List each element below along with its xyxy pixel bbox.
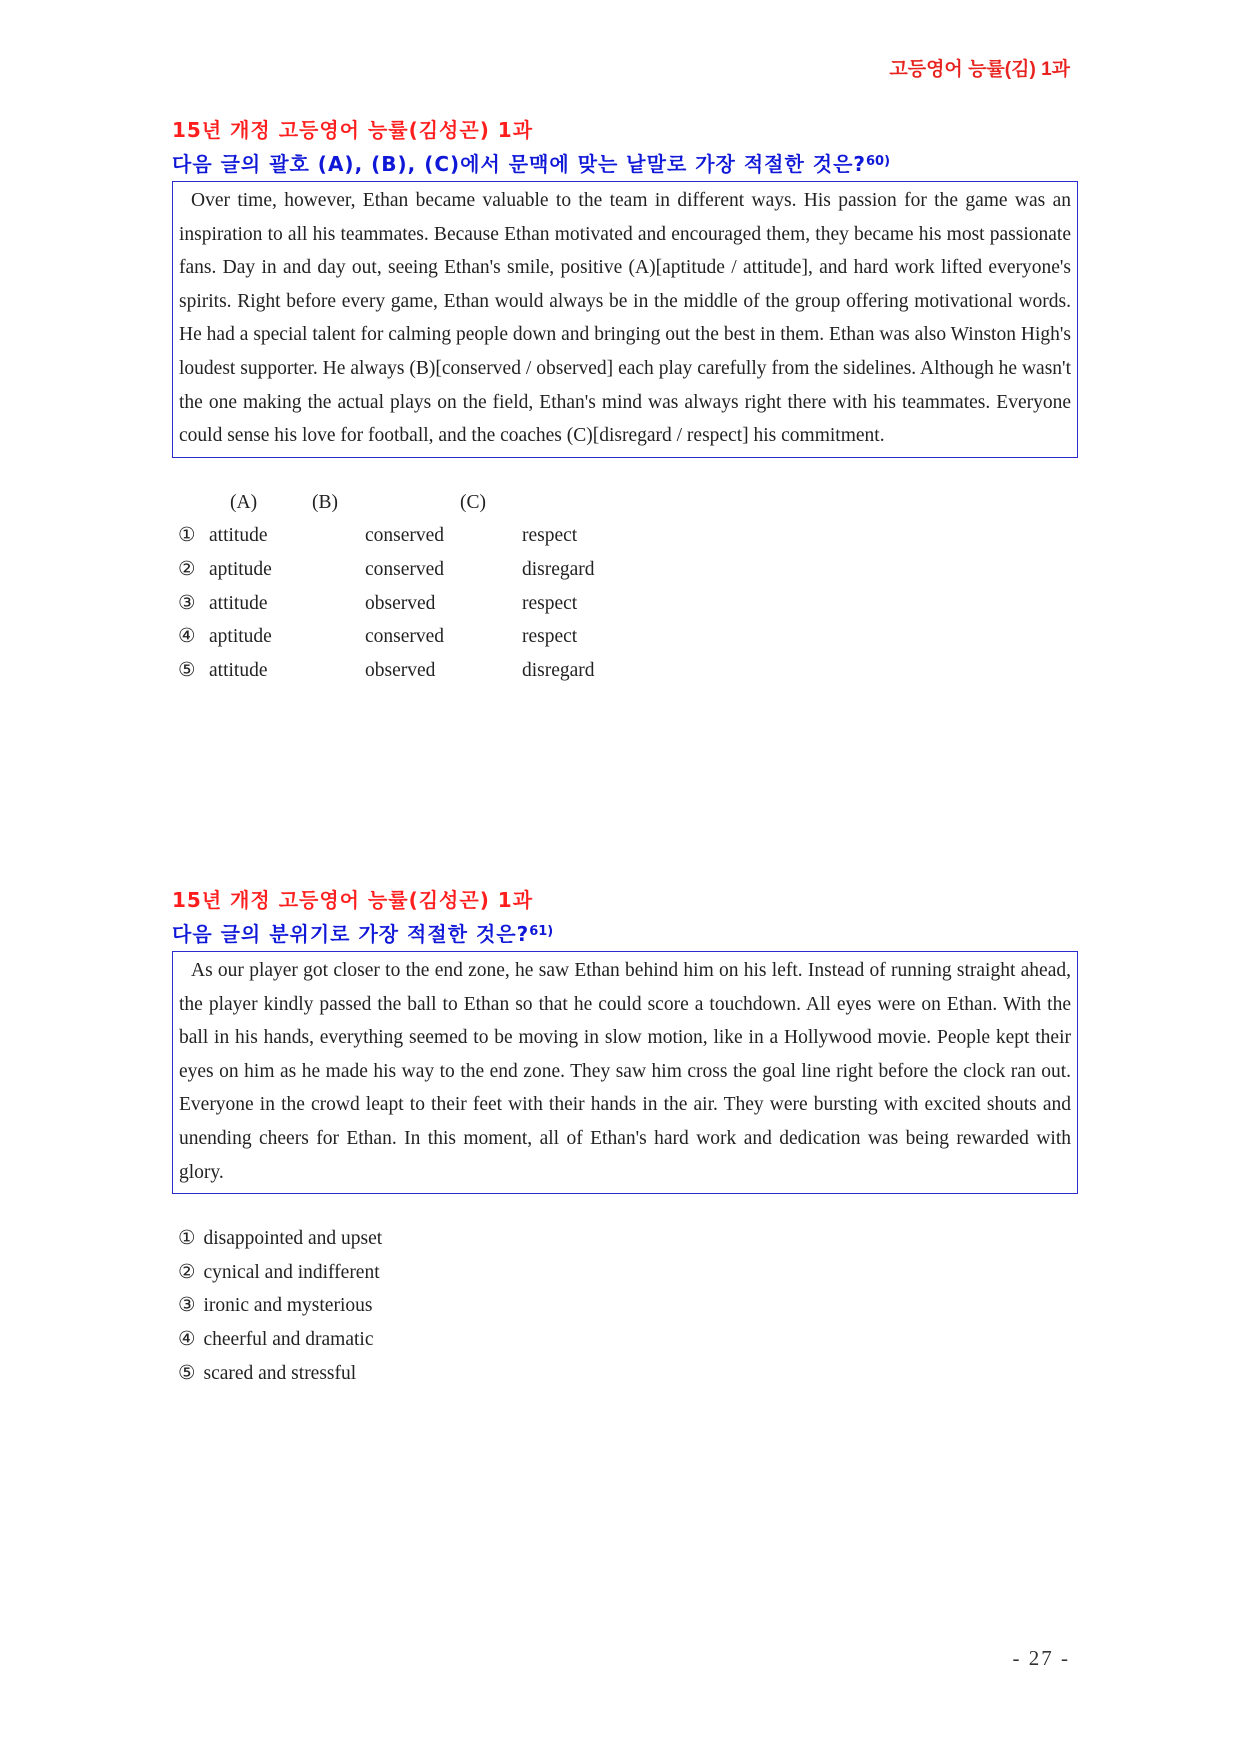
header-tag: 고등영어 능률(김) 1과 <box>889 59 1070 80</box>
choice-4[interactable] <box>172 1323 1078 1357</box>
choice-number: ③ <box>178 592 196 614</box>
page-number: - 27 - <box>1012 1646 1070 1670</box>
choice-3[interactable] <box>172 1289 1078 1323</box>
prompt-text: 다음 글의 괄호 (A), (B), (C)에서 문맥에 맞는 낱말로 가장 적절한 것은? <box>172 152 866 176</box>
choice-a: aptitude <box>209 626 272 648</box>
choice-number: ① <box>178 1228 196 1250</box>
choice-number: ⑤ <box>178 1362 196 1384</box>
choice-b: observed <box>365 592 436 614</box>
answer-choices <box>172 486 1078 688</box>
question-1 <box>172 114 1078 687</box>
choice-a: attitude <box>209 592 268 614</box>
choice-c: respect <box>522 592 578 614</box>
choice-5[interactable] <box>172 654 1078 688</box>
choice-c: disregard <box>522 659 595 681</box>
question-prompt <box>172 916 1078 950</box>
choice-b: conserved <box>365 525 445 547</box>
choice-a: attitude <box>209 525 268 547</box>
column-headers <box>172 486 1078 520</box>
answer-choices <box>172 1222 1078 1390</box>
choice-number: ④ <box>178 626 196 648</box>
footnote-marker: 61) <box>529 924 554 939</box>
choice-text: disappointed and upset <box>203 1228 383 1250</box>
choice-number: ② <box>178 1261 196 1283</box>
choice-b: conserved <box>365 626 445 648</box>
question-title: 15년 개정 고등영어 능률(김성곤) 1과 <box>172 118 534 142</box>
choice-number: ⑤ <box>178 659 196 681</box>
choice-3[interactable] <box>172 587 1078 621</box>
choice-c: respect <box>522 525 578 547</box>
passage-box <box>172 181 1078 458</box>
choice-text: cheerful and dramatic <box>203 1328 374 1350</box>
choice-1[interactable] <box>172 519 1078 553</box>
column-header-c: (C) <box>460 491 486 513</box>
choice-4[interactable] <box>172 620 1078 654</box>
choice-text: ironic and mysterious <box>203 1295 373 1317</box>
choice-text: scared and stressful <box>203 1362 357 1384</box>
choice-a: aptitude <box>209 558 272 580</box>
choice-c: respect <box>522 626 578 648</box>
question-prompt <box>172 146 1078 180</box>
choice-number: ② <box>178 558 196 580</box>
choice-b: observed <box>365 659 436 681</box>
choice-number: ① <box>178 525 196 547</box>
question-2 <box>172 884 1078 1390</box>
choice-5[interactable] <box>172 1357 1078 1391</box>
prompt-text: 다음 글의 분위기로 가장 적절한 것은? <box>172 922 530 946</box>
column-header-a: (A) <box>230 491 258 513</box>
choice-number: ③ <box>178 1295 196 1317</box>
choice-text: cynical and indifferent <box>203 1261 380 1283</box>
passage-text: Over time, however, Ethan became valuable to the team in different ways. His passion for the game was an inspiration to all his teammates. Because Ethan motivated and encouraged them, they became his most passionate fans. Day in and day out, seeing Ethan's smile, positive (A)[aptitude / attitude], and hard work lifted everyone's spirits. Right before every game, Ethan would always be in the middle of the group offering motivational words. He had a special talent for calming people down and bringing out the best in them. Ethan was also Winston High's loudest supporter. He always (B)[conserved / observed] each play carefully from the sidelines. Although he wasn't the one making the actual plays on the field, Ethan's mind was always right there with his teammates. Everyone could sense his love for football, and the coaches (C)[disregard / respect] his commitment. <box>179 190 1071 447</box>
choice-b: conserved <box>365 558 445 580</box>
column-header-b: (B) <box>312 491 338 513</box>
choice-number: ④ <box>178 1328 196 1350</box>
choice-a: attitude <box>209 659 268 681</box>
passage-text: As our player got closer to the end zone, he saw Ethan behind him on his left. Instead of running straight ahead, the player kindly passed the ball to Ethan so that he could score a touchdown. All eyes were on Ethan. With the ball in his hands, everything seemed to be moving in slow motion, like in a Hollywood movie. People kept their eyes on him as he made his way to the end zone. They saw him cross the goal line right before the clock ran out. Everyone in the crowd leapt to their feet with their hands in the air. They were bursting with excited shouts and unending cheers for Ethan. In this moment, all of Ethan's hard work and dedication was being rewarded with glory. <box>179 960 1071 1183</box>
choice-c: disregard <box>522 558 595 580</box>
passage-box <box>172 951 1078 1194</box>
choice-1[interactable] <box>172 1222 1078 1256</box>
choice-2[interactable] <box>172 1256 1078 1290</box>
question-title: 15년 개정 고등영어 능률(김성곤) 1과 <box>172 888 534 912</box>
footnote-marker: 60) <box>866 154 891 169</box>
choice-2[interactable] <box>172 553 1078 587</box>
